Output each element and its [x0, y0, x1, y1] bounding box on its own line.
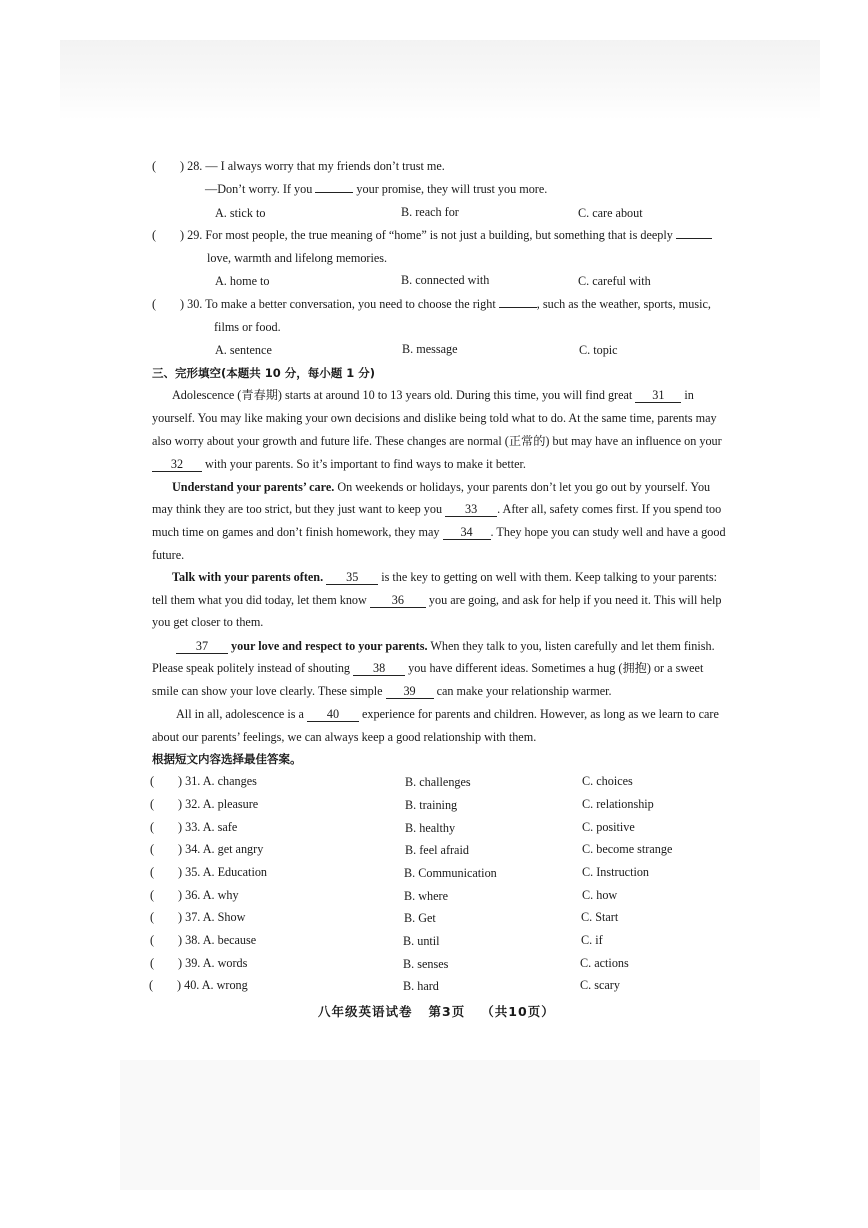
answer-bracket: ( [152, 297, 157, 311]
option-c: C. topic [579, 343, 618, 357]
option-c: C. actions [580, 956, 629, 970]
cloze-option-row [150, 819, 237, 835]
passage-line [172, 479, 710, 495]
cloze-option-row [150, 955, 247, 971]
option-a: ) 38. A. because [178, 933, 257, 947]
answer-bracket: ( [150, 865, 155, 879]
instruction: 根据短文内容选择最佳答案。 [152, 752, 302, 766]
option-c: C. relationship [582, 797, 654, 811]
cloze-option-row [150, 796, 258, 812]
option-a: ) 34. A. get angry [178, 842, 264, 856]
paragraph-topic: Talk with your parents often. [172, 570, 324, 584]
passage-text: with your parents. So it’s important to find ways to make it better. [205, 457, 526, 471]
option-a: ) 35. A. Education [178, 865, 268, 879]
passage-text: When they talk to you, listen carefully and let them finish. [430, 639, 715, 653]
answer-bracket: ( [150, 842, 155, 856]
option-b: B. hard [403, 979, 439, 993]
cloze-option-row [150, 932, 256, 948]
cloze-option-row [150, 909, 245, 925]
blank-33: 33 [445, 502, 497, 517]
option-c: C. choices [582, 774, 633, 788]
blank-line [315, 192, 353, 193]
answer-bracket: ( [152, 228, 157, 242]
passage-line [152, 524, 726, 540]
stem-text: —Don’t worry. If you [205, 182, 313, 196]
passage-line [152, 683, 612, 699]
passage-text: you have different ideas. Sometimes a hug (拥抱) or a sweet [408, 661, 704, 675]
blank-39: 39 [386, 684, 434, 699]
answer-bracket: ( [152, 159, 157, 173]
option-b: B. message [402, 342, 458, 356]
answer-bracket: ( [150, 820, 155, 834]
option-a: ) 39. A. words [178, 956, 248, 970]
option-c: C. Start [581, 910, 619, 924]
answer-bracket: ( [150, 910, 155, 924]
question-number: ) 30. [180, 297, 203, 311]
option-c: C. Instruction [582, 865, 650, 879]
passage-text: may think they are too strict, but they just want to keep you [152, 502, 443, 516]
stem-text: your promise, they will trust you more. [356, 182, 548, 196]
question-number: ) 29. [180, 228, 203, 242]
option-a: ) 40. A. wrong [177, 978, 248, 992]
option-a: A. home to [215, 274, 270, 288]
question-28-line2 [205, 181, 547, 197]
passage-line [172, 569, 717, 585]
paragraph-topic: your love and respect to your parents. [231, 639, 428, 653]
option-a: ) 37. A. Show [178, 910, 246, 924]
passage-line: yourself. You may like making your own decisions and dislike being told what to do. At the same time, parents may [152, 411, 717, 425]
question-stem: , such as the weather, sports, music, [536, 297, 711, 311]
option-c: C. scary [580, 978, 620, 992]
passage-text: All in all, adolescence is a [176, 707, 304, 721]
answer-bracket: ( [150, 797, 155, 811]
scan-shadow-top [60, 40, 820, 120]
passage-line: you get closer to them. [152, 615, 264, 629]
passage-line: future. [152, 548, 185, 562]
question-number: ) 28. [180, 159, 203, 173]
answer-bracket: ( [150, 956, 155, 970]
passage-text: you are going, and ask for help if you need it. This will help [428, 593, 722, 607]
passage-line [152, 456, 526, 472]
option-a: ) 31. A. changes [178, 774, 257, 788]
passage-text: smile can show your love clearly. These simple [152, 684, 383, 698]
passage-line [172, 387, 694, 403]
blank-31: 31 [635, 388, 681, 403]
passage-line [152, 501, 721, 517]
blank-line [676, 238, 712, 239]
option-c: C. become strange [582, 842, 673, 856]
cloze-option-row [150, 773, 257, 789]
question-28-line1 [152, 158, 445, 174]
passage-text: is the key to getting on well with them. Keep talking to your parents: [381, 570, 718, 584]
passage-line [176, 706, 719, 722]
passage-text: Please speak politely instead of shouting [152, 661, 351, 675]
answer-bracket: ( [149, 978, 154, 992]
passage-line: also worry about your growth and future life. These changes are normal (正常的) but may have an influence on your [152, 434, 722, 448]
question-29-line2: love, warmth and lifelong memories. [207, 251, 388, 265]
option-b: B. connected with [401, 273, 490, 287]
option-b: B. senses [403, 957, 449, 971]
option-b: B. Communication [404, 866, 497, 880]
option-c: C. how [582, 888, 618, 902]
cloze-option-row [150, 864, 267, 880]
blank-38: 38 [353, 661, 405, 676]
option-a: ) 32. A. pleasure [178, 797, 259, 811]
cloze-option-row [150, 887, 239, 903]
question-stem: For most people, the true meaning of “home” is not just a building, but something that is deeply [205, 228, 673, 242]
answer-bracket: ( [150, 774, 155, 788]
passage-line: about our parents’ feelings, we can always keep a good relationship with them. [152, 730, 537, 744]
option-a: A. sentence [215, 343, 272, 357]
option-b: B. where [404, 889, 448, 903]
option-c: C. careful with [578, 274, 651, 288]
question-30-line1 [152, 296, 711, 312]
passage-text: can make your relationship warmer. [436, 684, 612, 698]
blank-40: 40 [307, 707, 359, 722]
option-b: B. challenges [405, 775, 471, 789]
passage-line [152, 660, 703, 676]
blank-37: 37 [176, 639, 228, 654]
passage-text: experience for parents and children. However, as long as we learn to care [362, 707, 719, 721]
passage-line [152, 592, 721, 608]
answer-bracket: ( [150, 888, 155, 902]
question-30-line2: films or food. [214, 320, 281, 334]
cloze-option-row [149, 977, 248, 993]
passage-text: Adolescence (青春期) starts at around 10 to 13 years old. During this time, you will find great [172, 388, 633, 402]
passage-line [176, 638, 715, 654]
option-c: C. if [581, 933, 603, 947]
answer-bracket: ( [150, 933, 155, 947]
passage-text: in [684, 388, 694, 402]
question-29-line1 [152, 227, 712, 243]
blank-35: 35 [326, 570, 378, 585]
option-b: B. until [403, 934, 440, 948]
scan-shadow-bottom [120, 1060, 760, 1190]
passage-text: . They hope you can study well and have a good [490, 525, 726, 539]
cloze-option-row [150, 841, 263, 857]
section-heading: 三、完形填空(本题共 10 分，每小题 1 分) [152, 366, 376, 380]
passage-text: much time on games and don’t finish homework, they may [152, 525, 440, 539]
option-a: A. stick to [215, 206, 266, 220]
option-c: C. care about [578, 206, 643, 220]
option-a: ) 36. A. why [178, 888, 239, 902]
page-footer: 八年级英语试卷 第3页 （共10页） [318, 1004, 555, 1019]
passage-text: tell them what you did today, let them know [152, 593, 367, 607]
blank-32: 32 [152, 457, 202, 472]
passage-text: . After all, safety comes first. If you spend too [497, 502, 722, 516]
option-c: C. positive [582, 820, 635, 834]
blank-36: 36 [370, 593, 426, 608]
question-stem: — I always worry that my friends don’t trust me. [205, 159, 445, 173]
option-b: B. training [405, 798, 458, 812]
passage-text: On weekends or holidays, your parents don’t let you go out by yourself. You [337, 480, 711, 494]
option-b: B. Get [404, 911, 436, 925]
question-stem: To make a better conversation, you need to choose the right [205, 297, 496, 311]
blank-line [499, 307, 537, 308]
paragraph-topic: Understand your parents’ care. [172, 480, 335, 494]
option-b: B. feel afraid [405, 843, 469, 857]
option-b: B. reach for [401, 205, 459, 219]
blank-34: 34 [443, 525, 491, 540]
option-b: B. healthy [405, 821, 456, 835]
option-a: ) 33. A. safe [178, 820, 238, 834]
